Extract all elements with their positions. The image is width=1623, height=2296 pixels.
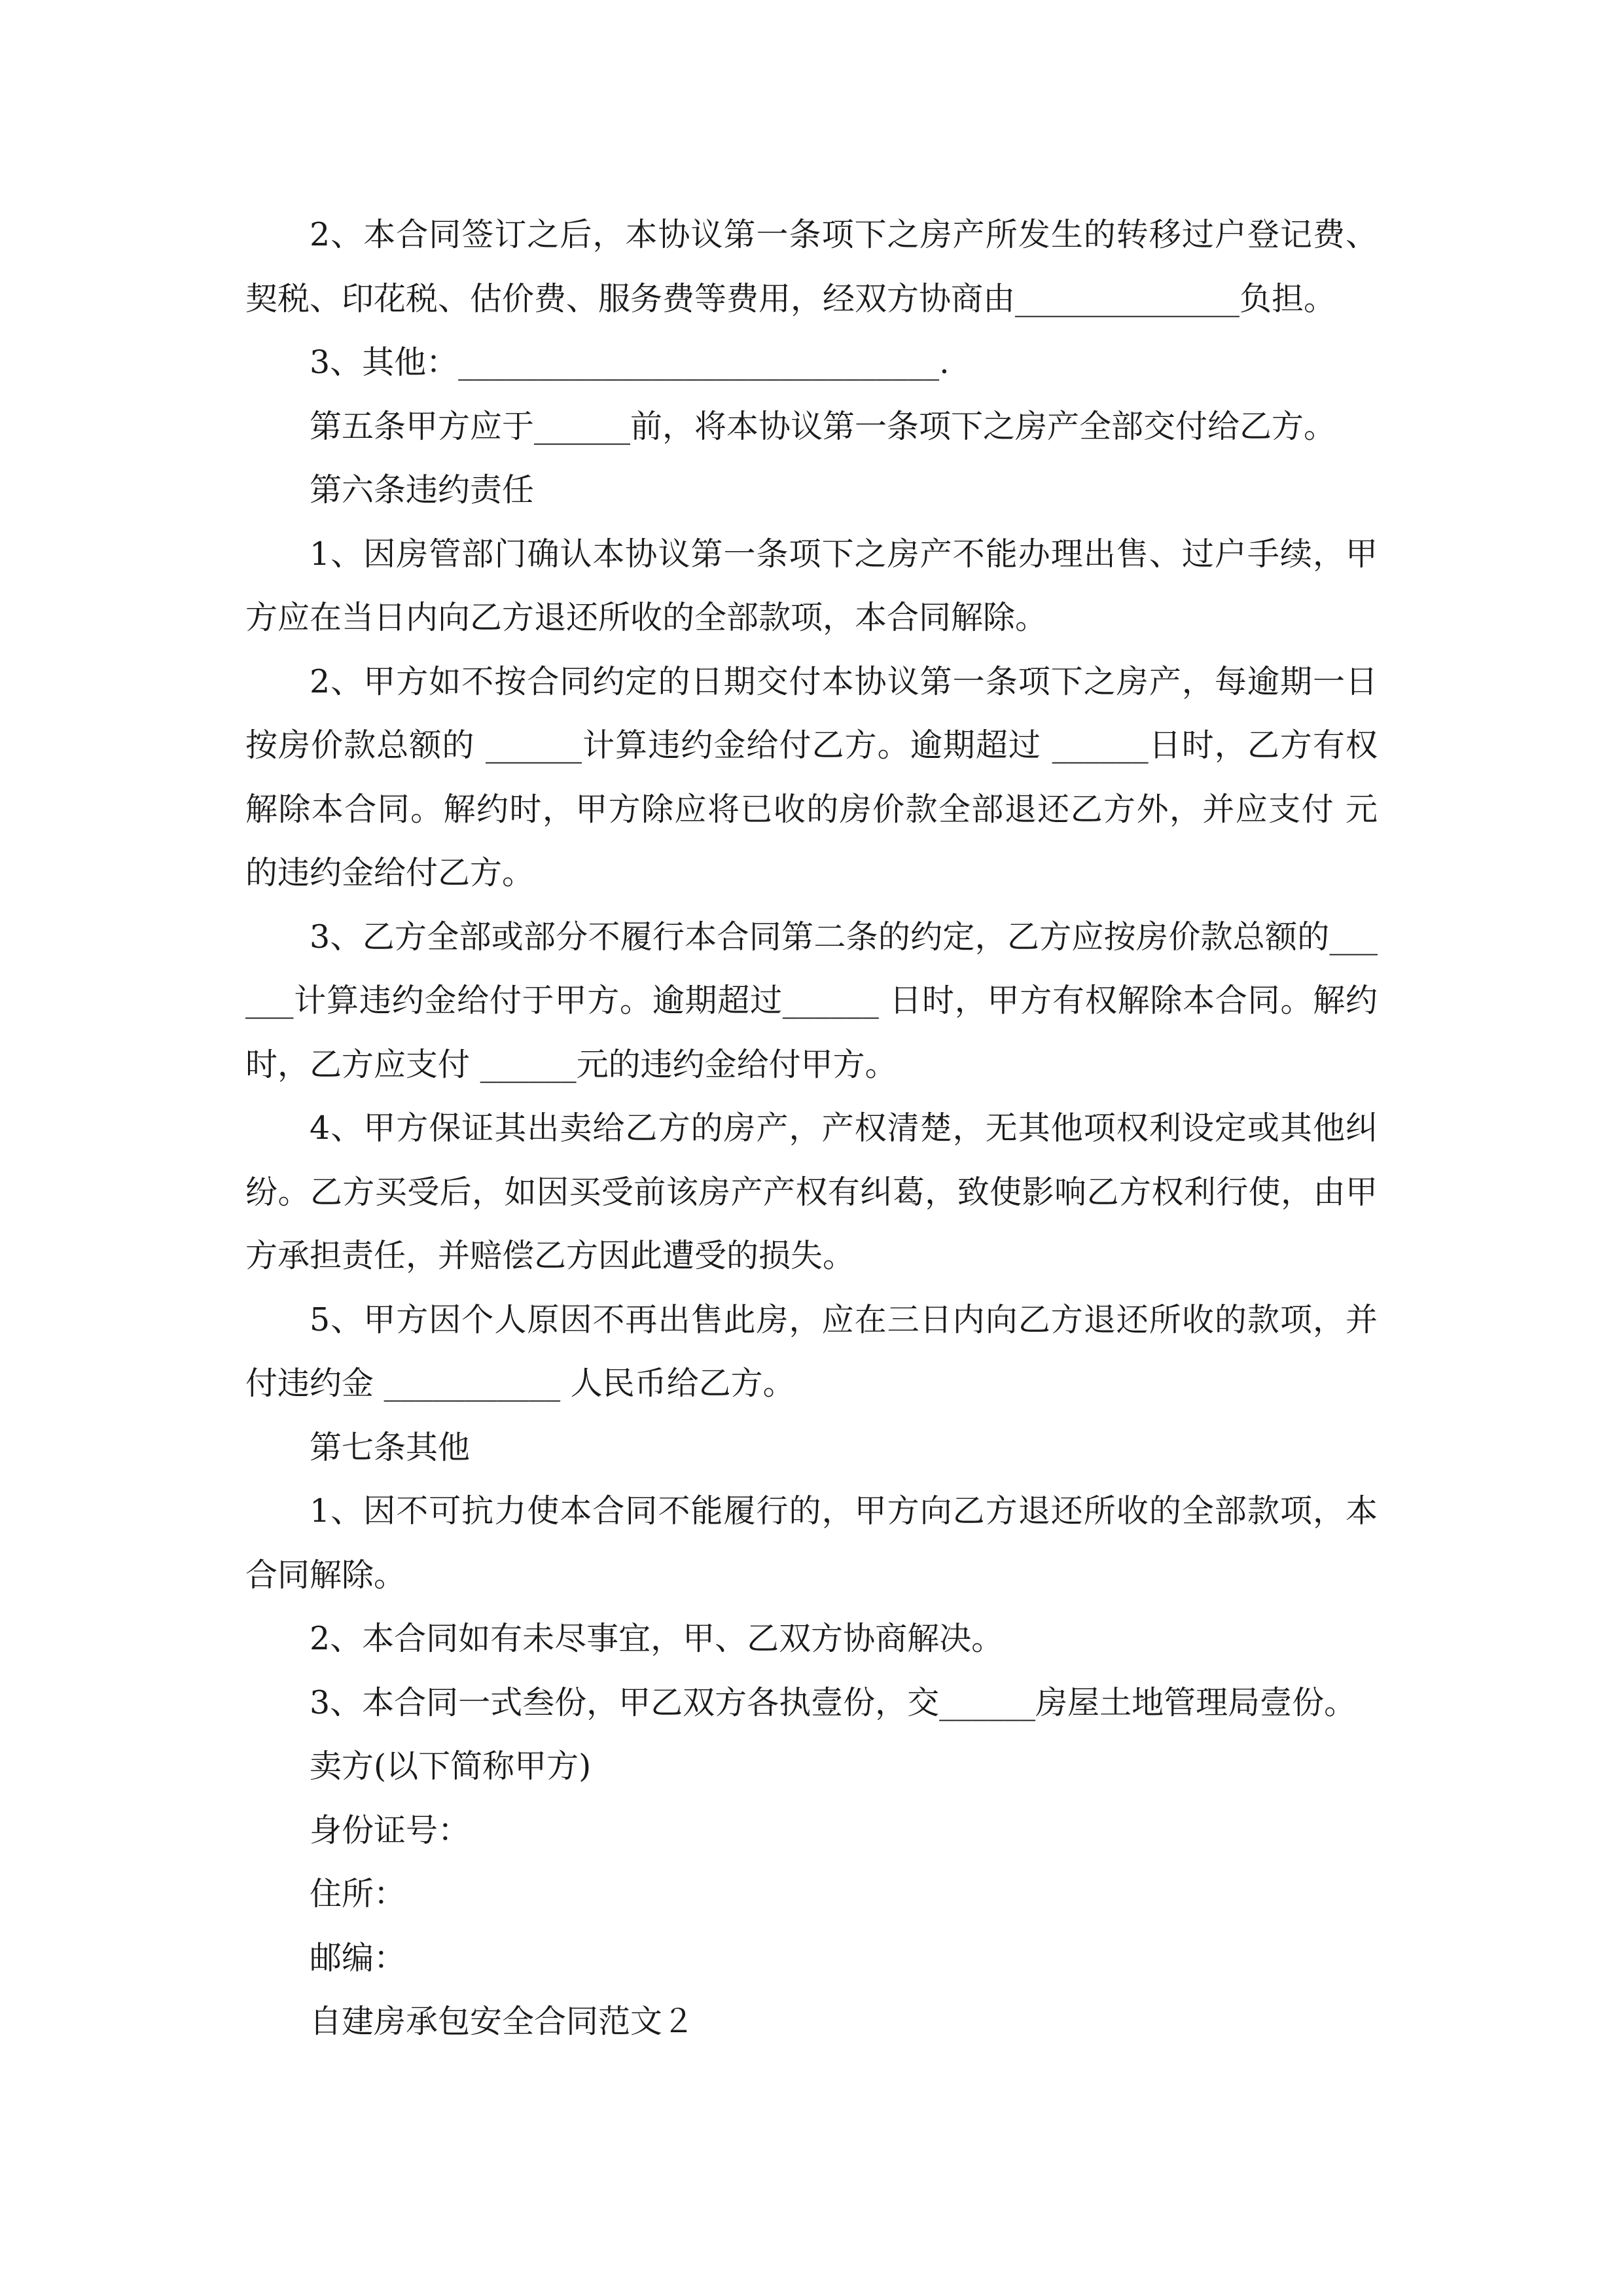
article-6-item-5: 5、甲方因个人原因不再出售此房，应在三日内向乙方退还所收的款项，并付违约金 ___________ 人民币给乙方。 (245, 1300, 1378, 1402)
article-6-item-1: 1、因房管部门确认本协议第一条项下之房产不能办理出售、过户手续，甲方应在当日内向乙方退还所收的全部款项，本合同解除。 (245, 535, 1378, 636)
article-6-item-2: 2、甲方如不按合同约定的日期交付本协议第一条项下之房产，每逾期一日按房价款总额的 ______计算违约金给付乙方。逾期超过 ______日时，乙方有权解除本合同。解约时，甲方除应将已收的房价款全部退还乙方外，并应支付 元的违约金给付乙方。 (245, 662, 1378, 891)
article-6-item-4: 4、甲方保证其出卖给乙方的房产，产权清楚，无其他项权利设定或其他纠纷。乙方买受后，如因买受前该房产产权有纠葛，致使影响乙方权利行使，由甲方承担责任，并赔偿乙方因此遭受的损失。 (245, 1109, 1378, 1274)
article-7-item-3: 3、本合同一式叁份，甲乙双方各执壹份，交______房屋土地管理局壹份。 (310, 1683, 1357, 1721)
article-7-item-2: 2、本合同如有未尽事宜，甲、乙双方协商解决。 (310, 1620, 1004, 1657)
next-document-title: 自建房承包安全合同范文２ (310, 2003, 695, 2040)
address-label: 住所： (310, 1875, 406, 1912)
article-7-item-1: 1、因不可抗力使本合同不能履行的，甲方向乙方退还所收的全部款项，本合同解除。 (245, 1492, 1378, 1594)
clause-fee-bearing: 2、本合同签订之后，本协议第一条项下之房产所发生的转移过户登记费、契税、印花税、估价费、服务费等费用，经双方协商由______________负担。 (245, 216, 1378, 317)
seller-label: 卖方(以下简称甲方) (310, 1748, 592, 1785)
article-6-heading: 第六条违约责任 (310, 471, 535, 509)
article-5: 第五条甲方应于______前，将本协议第一条项下之房产全部交付给乙方。 (310, 407, 1336, 445)
contract-body (245, 203, 1378, 2054)
postcode-label: 邮编： (310, 1939, 406, 1977)
article-6-item-3: 3、乙方全部或部分不履行本合同第二条的约定，乙方应按房价款总额的______计算违约金给付于甲方。逾期超过______ 日时，甲方有权解除本合同。解约时，乙方应支付 ______元的违约金给付甲方。 (245, 918, 1378, 1083)
id-number-label: 身份证号： (310, 1811, 471, 1849)
clause-other: 3、其他：______________________________. (310, 344, 950, 381)
article-7-heading: 第七条其他 (310, 1428, 471, 1466)
